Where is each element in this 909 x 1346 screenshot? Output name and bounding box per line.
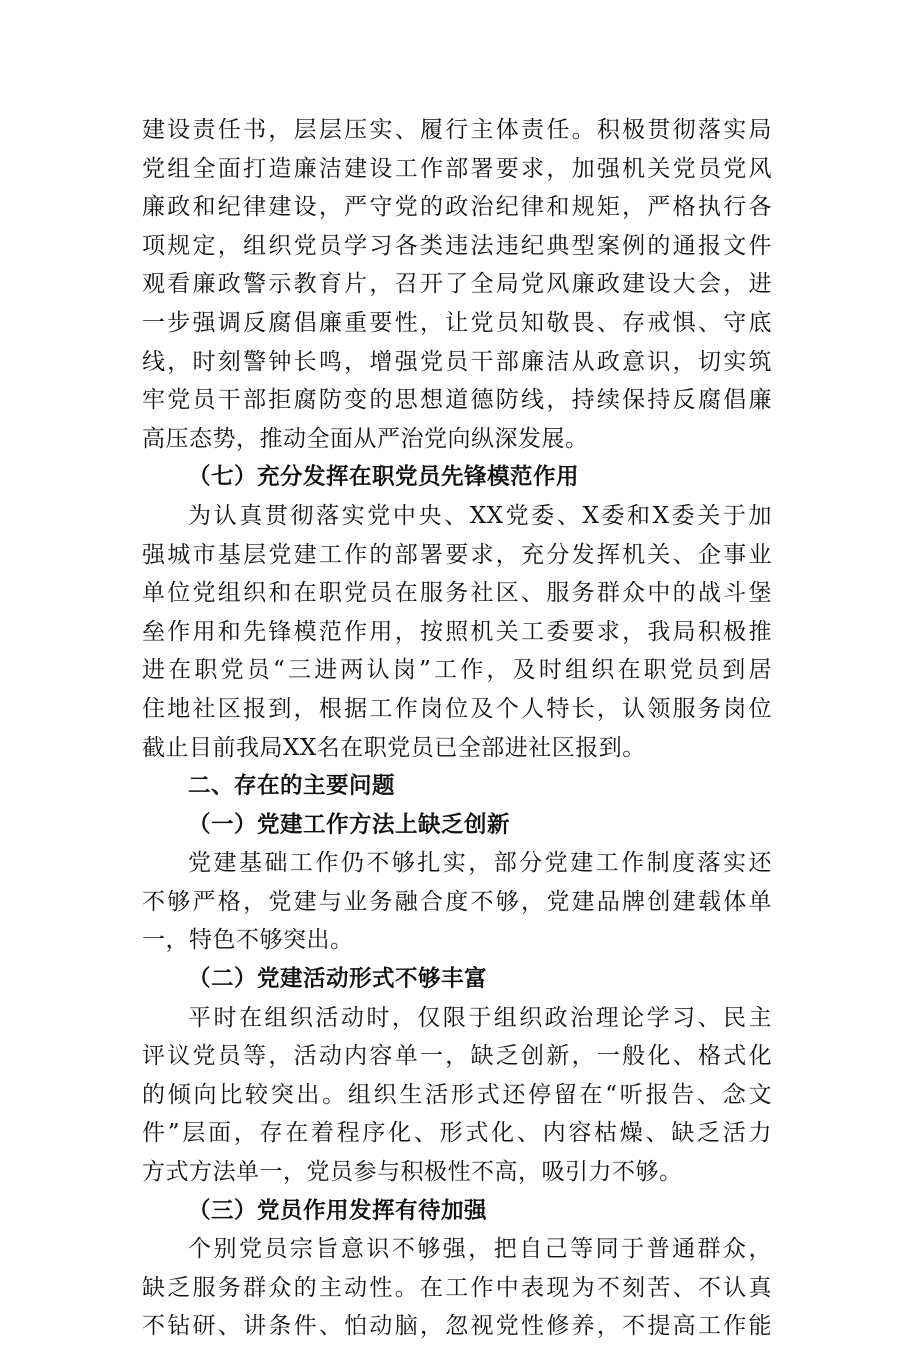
subsection-heading: （七）充分发挥在职党员先锋模范作用 xyxy=(188,464,580,491)
body-text-line: 方式方法单一，党员参与积极性不高，吸引力不够。 xyxy=(142,1159,683,1186)
body-text-line: 党组全面打造廉洁建设工作部署要求，加强机关党员党风 xyxy=(142,155,772,182)
body-text-line: 个别党员宗旨意识不够强，把自己等同于普通群众， xyxy=(188,1236,772,1263)
section-heading: 二、存在的主要问题 xyxy=(188,773,396,800)
body-text-line: 进在职党员“三进两认岗”工作，及时组织在职党员到居 xyxy=(142,657,772,684)
body-text-line: 截止目前我局XX名在职党员已全部进社区报到。 xyxy=(142,734,646,761)
body-text-line: 评议党员等，活动内容单一，缺乏创新，一般化、格式化 xyxy=(142,1043,772,1070)
body-text-line: 一，特色不够突出。 xyxy=(142,927,354,954)
subsection-heading: （二）党建活动形式不够丰富 xyxy=(188,966,488,993)
body-text-line: 强城市基层党建工作的部署要求，充分发挥机关、企事业 xyxy=(142,541,772,568)
body-text-line: 观看廉政警示教育片，召开了全局党风廉政建设大会，进 xyxy=(142,271,772,298)
body-text-line: 住地社区报到，根据工作岗位及个人特长，认领服务岗位 xyxy=(142,695,772,722)
body-text-line: 不够严格，党建与业务融合度不够，党建品牌创建载体单 xyxy=(142,888,772,915)
body-text-line: 建设责任书，层层压实、履行主体责任。积极贯彻落实局 xyxy=(142,117,772,143)
body-text-line: 的倾向比较突出。组织生活形式还停留在“听报告、念文 xyxy=(142,1081,772,1108)
body-text-line: 项规定，组织党员学习各类违法违纪典型案例的通报文件 xyxy=(142,232,772,259)
body-text-line: 党建基础工作仍不够扎实，部分党建工作制度落实还 xyxy=(188,850,772,877)
body-text-line: 垒作用和先锋模范作用，按照机关工委要求，我局积极推 xyxy=(142,618,772,645)
body-text-line: 单位党组织和在职党员在服务社区、服务群众中的战斗堡 xyxy=(142,580,772,607)
body-text-line: 件”层面，存在着程序化、形式化、内容枯燥、缺乏活力 xyxy=(142,1120,772,1147)
document-page xyxy=(142,111,772,1346)
body-text-line: 牢党员干部拒腐防变的思想道德防线，持续保持反腐倡廉 xyxy=(142,387,772,414)
body-text-line: 为认真贯彻落实党中央、XX党委、X委和X委关于加 xyxy=(188,502,772,529)
body-text-line: 平时在组织活动时，仅限于组织政治理论学习、民主 xyxy=(188,1004,772,1031)
body-text-line: 高压态势，推动全面从严治党向纵深发展。 xyxy=(142,425,589,452)
subsection-heading: （一）党建工作方法上缺乏创新 xyxy=(188,811,511,838)
body-text-line: 不钻研、讲条件、怕动脑，忽视党性修养，不提高工作能 xyxy=(142,1313,772,1340)
body-text-line: 廉政和纪律建设，严守党的政治纪律和规矩，严格执行各 xyxy=(142,194,772,221)
body-text-line: 缺乏服务群众的主动性。在工作中表现为不刻苦、不认真 xyxy=(142,1274,772,1301)
body-text-line: 一步强调反腐倡廉重要性，让党员知敬畏、存戒惧、守底 xyxy=(142,309,772,336)
subsection-heading: （三）党员作用发挥有待加强 xyxy=(188,1197,488,1224)
body-text-line: 线，时刻警钟长鸣，增强党员干部廉洁从政意识，切实筑 xyxy=(142,348,772,375)
